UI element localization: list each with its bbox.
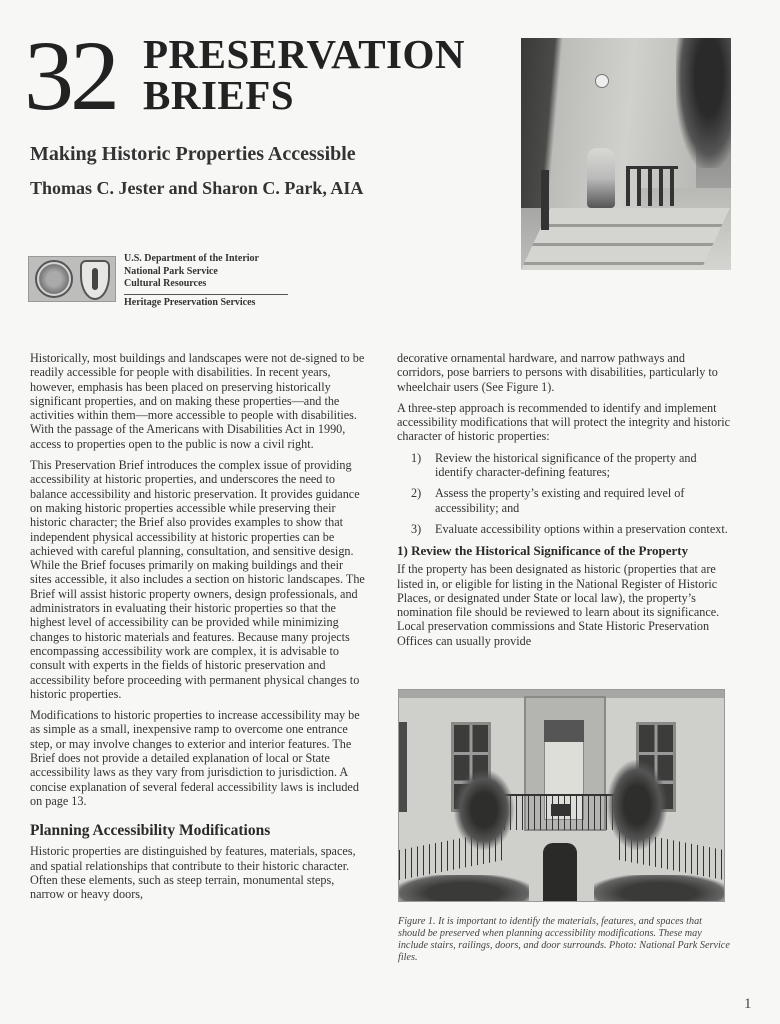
photo-tree-left bbox=[454, 770, 514, 850]
photo-tree bbox=[676, 38, 731, 168]
figure-1-photo bbox=[398, 689, 725, 902]
barriers-paragraph: decorative ornamental hardware, and narrow pathways and corridors, pose barriers to persons with disabilities, particularly to wheelchair users (See Figure 1). bbox=[397, 351, 718, 394]
approach-paragraph: A three-step approach is recommended to identify and implement accessibility modifications that will protect the integrity and historic character of historic properties: bbox=[397, 400, 731, 444]
series-title-line2: BRIEFS bbox=[143, 72, 295, 118]
list-item-text: Review the historical significance of the property and identify character-defining features; bbox=[435, 450, 697, 480]
photo-transom bbox=[544, 720, 584, 742]
cover-photo bbox=[521, 38, 731, 270]
agency-block bbox=[28, 253, 288, 308]
right-column bbox=[397, 351, 732, 655]
photo-lamp bbox=[595, 74, 609, 88]
list-item-number: 3) bbox=[411, 521, 422, 536]
photo-shrub-right bbox=[594, 875, 724, 902]
list-item bbox=[411, 522, 732, 536]
three-step-list bbox=[411, 451, 732, 536]
photo-plaque bbox=[551, 804, 571, 816]
intro-paragraph-1: Historically, most buildings and landscapes were not de-signed to be readily accessible for people with disabilities. In recent years, however, emphasis has been placed on preserving historically significant properties, and on making these properties—and the activities within them—more accessible to people with disabilities. With the passage of the Americans with Disabilities Act in 1990, access to properties open to the public is now a civil right. bbox=[30, 351, 365, 451]
photo-wheelchair-user bbox=[587, 148, 615, 208]
photo-shrub-left bbox=[399, 875, 529, 902]
list-item-text: Assess the property’s existing and required level of accessibility; and bbox=[435, 486, 685, 515]
list-item bbox=[411, 451, 732, 480]
planning-paragraph: Historic properties are distinguished by features, materials, spaces, and spatial relationships that contribute to their historic character. Often these elements, such as steep terrain, monumental steps, narrow or heavy doors, bbox=[30, 844, 356, 902]
page-number: 1 bbox=[744, 996, 752, 1012]
interior-seal-icon bbox=[35, 260, 73, 298]
document-authors: Thomas C. Jester and Sharon C. Park, AIA bbox=[30, 178, 364, 198]
list-item-text: Evaluate accessibility options within a preservation context. bbox=[435, 521, 728, 536]
left-column bbox=[30, 351, 365, 908]
list-item-number: 1) bbox=[411, 450, 422, 465]
figure-1-caption: Figure 1. It is important to identify the materials, features, and spaces that should be preserved when planning accessibility modifications. These may include stairs, railings, doors, and door surrounds. Photo: National Park Service files. bbox=[398, 916, 730, 963]
agency-department: U.S. Department of the Interior bbox=[124, 253, 259, 264]
nps-arrowhead-icon bbox=[80, 260, 110, 300]
document-title: Making Historic Properties Accessible bbox=[30, 143, 356, 165]
section-heading-planning: Planning Accessibility Modifications bbox=[30, 822, 271, 840]
list-item bbox=[411, 486, 732, 515]
agency-service: National Park Service bbox=[124, 265, 218, 277]
photo-railing bbox=[626, 166, 678, 206]
review-paragraph: If the property has been designated as historic (properties that are listed in, or eligible for listing in the National Register of Historic Places, or designated under State or local law), the property’s nomination file should be reviewed to learn about its significance. Local preservation commissions and State Historic Preservation Offices can usually provide bbox=[397, 562, 720, 648]
section-heading-review: 1) Review the Historical Significance of the Property bbox=[397, 543, 689, 559]
agency-division: Heritage Preservation Services bbox=[124, 294, 288, 310]
photo-steps bbox=[521, 208, 730, 270]
agency-logos bbox=[28, 256, 116, 302]
photo-rail-post bbox=[541, 170, 549, 230]
photo-tree-right bbox=[607, 760, 667, 850]
agency-lines bbox=[124, 253, 288, 309]
photo-window-edge bbox=[399, 722, 407, 812]
brief-number: 32 bbox=[24, 20, 116, 131]
series-title-line1: PRESERVATION bbox=[143, 31, 466, 77]
list-item-number: 2) bbox=[411, 486, 422, 501]
series-title bbox=[143, 31, 466, 118]
intro-paragraph-2: This Preservation Brief introduces the complex issue of providing accessibility at historic properties, and underscores the need to balance accessibility and historic preservation. It provides guidance on making historic properties accessible while preserving their historic character; the Brief also provides examples to show that independent physical accessibility at historic properties can be achieved with careful planning, consultation, and sensitive design. While the Brief focuses primarily on making buildings and their sites accessible, it also includes a section on historic landscapes. The Brief will assist historic property owners, design professionals, and administrators in evaluating their historic properties so that the highest level of accessibility can be provided while minimizing changes to historic materials and features. Because many projects encompassing accessibility work are complex, it is advisable to consult with experts in the fields of historic preservation and accessibility before proceeding with permanent physical changes to historic properties. bbox=[30, 458, 365, 701]
intro-paragraph-3: Modifications to historic properties to increase accessibility may be as simple as a small, inexpensive ramp to overcome one entrance step, or may involve changes to exterior and interior features. The Brief does not provide a detailed explanation of local or State accessibility laws as they vary from jurisdiction to jurisdiction. A concise explanation of several federal accessibility laws is included on page 13. bbox=[30, 708, 360, 808]
agency-program: Cultural Resources bbox=[124, 278, 207, 289]
photo-lower-door bbox=[543, 843, 577, 902]
